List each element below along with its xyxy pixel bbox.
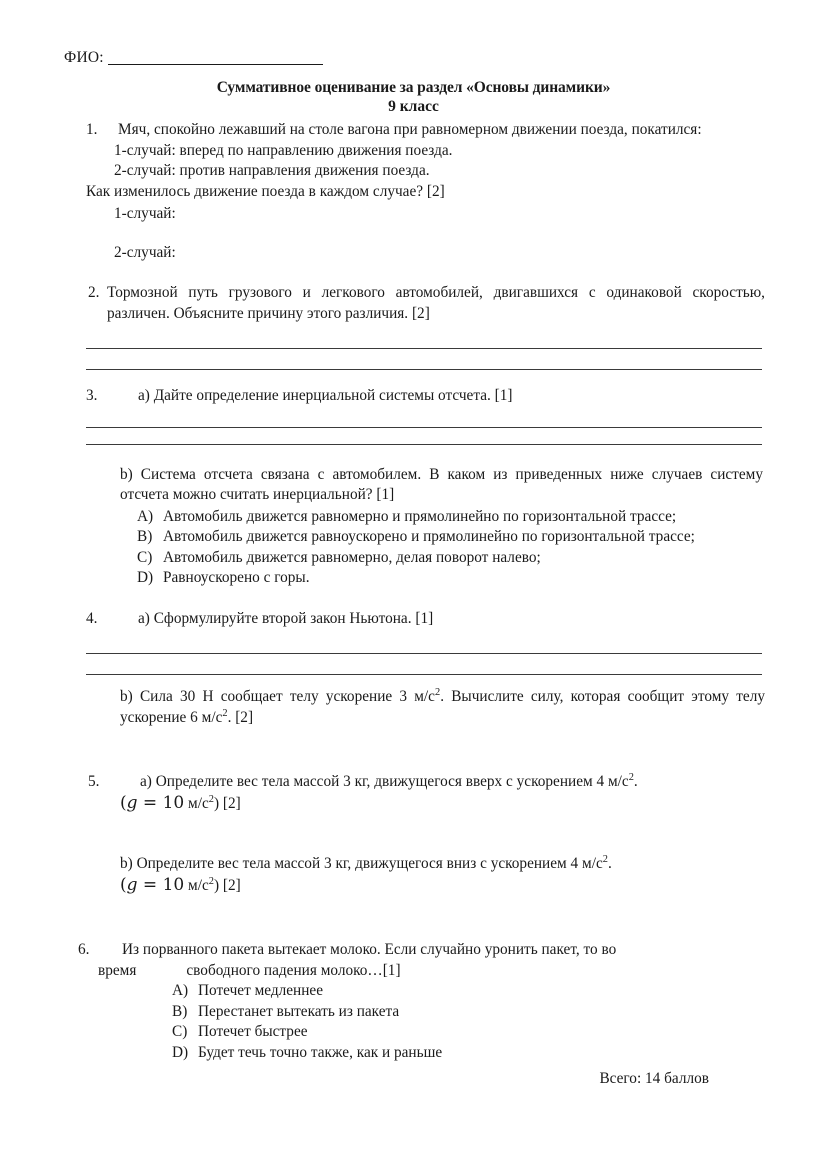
option-item[interactable] — [137, 507, 765, 528]
option-letter: C) — [137, 548, 153, 566]
paren-open: ( — [120, 874, 127, 895]
gravity-units: м/с — [184, 794, 209, 812]
option-letter: A) — [172, 982, 189, 999]
question-5-part-a-marks: [2] — [219, 794, 241, 812]
paren-open: ( — [120, 792, 127, 813]
question-5-part-b-marks: [2] — [219, 876, 241, 894]
page-subtitle: 9 класс — [388, 98, 439, 115]
unit-exponent: 2 — [434, 686, 441, 698]
option-text: Потечет медленнее — [198, 982, 324, 999]
option-text: Автомобиль движется равномерно и прямолинейно по горизонтальной трассе; — [163, 507, 677, 525]
question-1-case-2: 2-случай: против направления движения поезда. — [114, 162, 430, 179]
question-3-part-a: a) Дайте определение инерциальной системы отсчета. [1] — [138, 387, 513, 404]
question-4-number: 4. — [86, 609, 98, 627]
option-item[interactable] — [137, 527, 765, 548]
question-4-part-a: a) Сформулируйте второй закон Ньютона. [1] — [138, 609, 434, 627]
question-6-number: 6. — [78, 941, 90, 958]
gravity-value: = 10 — [137, 792, 185, 813]
option-item[interactable] — [172, 1002, 765, 1023]
question-1-case-1: 1-случай: вперед по направлению движения поезда. — [114, 141, 453, 159]
option-item[interactable] — [137, 568, 765, 589]
question-4-part-b-mid: . Вычислите силу, которая сообщит этому телу ускорение 6 м/с — [120, 688, 765, 726]
option-item[interactable] — [172, 1043, 765, 1064]
total-marks: Всего: 14 баллов — [599, 1070, 709, 1087]
option-letter: A) — [137, 507, 154, 525]
option-text: Потечет быстрее — [198, 1023, 308, 1040]
question-1-answer-2-label: 2-случай: — [114, 243, 176, 261]
option-letter: B) — [137, 528, 153, 545]
question-1-number: 1. — [86, 121, 98, 138]
option-letter: C) — [172, 1023, 188, 1040]
question-5-part-b-given — [120, 875, 765, 897]
option-item[interactable] — [172, 1022, 765, 1043]
unit-exponent: 2 — [628, 771, 634, 783]
question-6-stem-line-2-b: свободного падения молоко…[1] — [186, 961, 401, 979]
student-name-row — [64, 48, 765, 68]
option-text: Перестанет вытекать из пакета — [198, 1002, 400, 1020]
option-letter: D) — [137, 569, 154, 586]
question-3-part-b: b) Система отсчета связана с автомобилем. В каком из приведенных ниже случаев систему отсчета можно считать инерциальной? [1] — [120, 465, 763, 503]
question-4-part-b — [120, 687, 765, 728]
question-5-part-a-post: . — [633, 773, 638, 790]
question-2-number: 2. — [88, 284, 100, 301]
question-5-part-a — [140, 772, 765, 793]
question-6-stem-line-2 — [98, 961, 765, 982]
question-4 — [62, 609, 765, 630]
question-5-part-b-post: . — [607, 855, 612, 872]
unit-exponent: 2 — [602, 853, 608, 865]
question-6-stem-line-2-a: время — [98, 961, 137, 979]
student-name-label: ФИО: — [64, 49, 104, 66]
question-3-number: 3. — [86, 387, 98, 404]
question-1-prompt: Как изменилось движение поезда в каждом случае? [2] — [86, 182, 445, 200]
unit-exponent: 2 — [208, 793, 214, 805]
paren-close: ) — [213, 876, 220, 894]
option-text: Равноускорено с горы. — [163, 569, 310, 586]
gravity-symbol: g — [126, 792, 138, 813]
gravity-value: = 10 — [137, 874, 185, 895]
option-item[interactable] — [137, 548, 765, 569]
unit-exponent: 2 — [222, 707, 228, 719]
question-5 — [62, 772, 765, 793]
option-text: Автомобиль движется равномерно, делая поворот налево; — [163, 548, 541, 566]
question-4-part-b-post: . [2] — [227, 708, 254, 726]
question-6-stem-line-1: Из порванного пакета вытекает молоко. Если случайно уронить пакет, то во — [122, 941, 617, 958]
gravity-symbol: g — [126, 874, 138, 895]
question-1 — [62, 120, 765, 141]
question-3 — [62, 386, 765, 407]
question-3-options — [137, 507, 765, 589]
question-6-options — [172, 981, 765, 1063]
question-6 — [62, 940, 765, 961]
page-title: Суммативное оценивание за раздел «Основы динамики» — [216, 79, 611, 96]
option-letter: B) — [172, 1002, 188, 1020]
unit-exponent: 2 — [208, 875, 214, 887]
student-name-blank[interactable] — [108, 64, 323, 65]
question-1-answer-1-label: 1-случай: — [114, 205, 176, 222]
question-2-text: Тормозной путь грузового и легкового автомобилей, двигавшихся с одинаковой скоростью, различен. Объясните причину этого различия. [2] — [107, 284, 765, 322]
gravity-units: м/с — [184, 876, 209, 894]
option-item[interactable] — [172, 981, 765, 1002]
question-5-part-b — [120, 854, 765, 875]
paren-close: ) — [213, 794, 220, 812]
question-5-number: 5. — [88, 773, 100, 790]
question-5-part-a-pre: a) Определите вес тела массой 3 кг, движущегося вверх с ускорением 4 м/с — [140, 773, 629, 790]
question-5-part-b-pre: b) Определите вес тела массой 3 кг, движущегося вниз с ускорением 4 м/с — [120, 855, 603, 872]
option-text: Будет течь точно также, как и раньше — [198, 1043, 443, 1061]
question-4-part-b-pre: b) Сила 30 Н сообщает телу ускорение 3 м/с — [120, 688, 435, 705]
option-text: Автомобиль движется равноускорено и прямолинейно по горизонтальной трассе; — [163, 528, 695, 545]
question-2 — [62, 283, 765, 324]
option-letter: D) — [172, 1043, 189, 1061]
question-5-part-a-given — [120, 793, 765, 815]
question-1-stem: Мяч, спокойно лежавший на столе вагона при равномерном движении поезда, покатился: — [118, 121, 702, 138]
